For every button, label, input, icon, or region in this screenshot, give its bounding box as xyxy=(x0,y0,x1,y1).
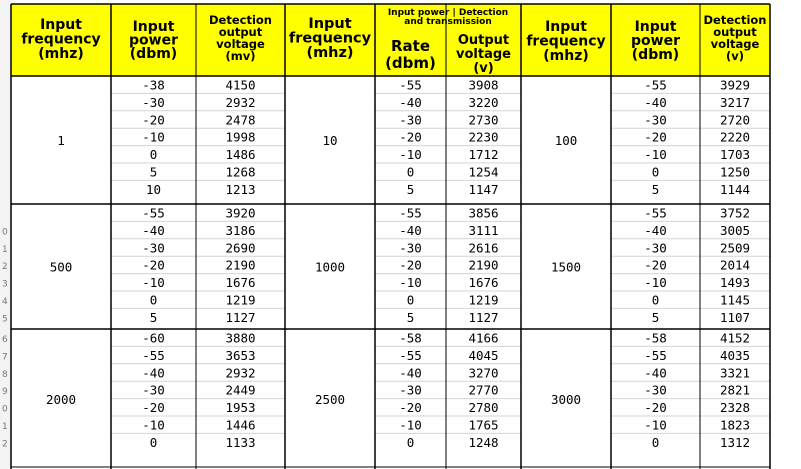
header-output-voltage: (v) xyxy=(473,61,494,76)
input-power-cell: -40 xyxy=(399,365,422,381)
input-power-cell: -55 xyxy=(142,347,165,363)
output-voltage-cell: 1703 xyxy=(719,147,751,163)
input-power-cell: -55 xyxy=(644,205,667,221)
output-voltage-cell: 1998 xyxy=(225,129,256,145)
output-voltage-cell: 2690 xyxy=(225,240,256,256)
input-power-cell: -20 xyxy=(644,129,667,145)
output-voltage-cell: 4150 xyxy=(225,77,256,93)
output-voltage-cell: 1219 xyxy=(468,292,499,308)
input-power-cell: -40 xyxy=(142,222,165,238)
header-output-voltage: Output xyxy=(457,33,510,48)
input-power-cell: -40 xyxy=(399,222,422,238)
output-voltage-cell: 3186 xyxy=(225,222,256,238)
input-power-cell: -10 xyxy=(644,147,667,163)
input-power-cell: -10 xyxy=(399,147,422,163)
input-power-cell: -30 xyxy=(644,240,667,256)
frequency-cell: 10 xyxy=(322,133,338,148)
input-power-cell: -20 xyxy=(142,400,165,416)
input-power-cell: -38 xyxy=(142,77,165,93)
output-voltage-cell: 4035 xyxy=(719,347,751,363)
header-input-power: power xyxy=(631,33,680,49)
output-voltage-cell: 1823 xyxy=(719,417,751,433)
output-voltage-cell: 2932 xyxy=(225,94,256,110)
header-detection-output-voltage: (v) xyxy=(725,49,745,63)
output-voltage-cell: 2478 xyxy=(225,112,256,128)
header-detection-output-voltage: Detection xyxy=(703,13,767,27)
row-number: 0 xyxy=(2,227,8,238)
row-number: 5 xyxy=(2,314,8,325)
row-number: 9 xyxy=(2,387,8,398)
output-voltage-cell: 1250 xyxy=(719,164,751,180)
output-voltage-cell: 2730 xyxy=(468,112,499,128)
header-input-frequency: Input xyxy=(545,19,587,35)
output-voltage-cell: 3005 xyxy=(719,222,751,238)
output-voltage-cell: 3908 xyxy=(468,77,499,93)
input-power-cell: -20 xyxy=(142,257,165,273)
output-voltage-cell: 1446 xyxy=(225,417,256,433)
header-detection-output-voltage: output xyxy=(713,25,757,39)
header-input-frequency: (mhz) xyxy=(306,45,354,61)
output-voltage-cell: 1133 xyxy=(225,434,256,450)
input-power-cell: 0 xyxy=(149,292,158,308)
header-input-power: Input xyxy=(132,19,175,35)
header-rate-dbm: Rate xyxy=(390,37,431,55)
output-voltage-cell: 2821 xyxy=(719,382,751,398)
output-voltage-cell: 1712 xyxy=(468,147,499,163)
output-voltage-cell: 1107 xyxy=(719,309,751,325)
output-voltage-cell: 1145 xyxy=(719,292,751,308)
input-power-cell: -10 xyxy=(142,417,165,433)
output-voltage-cell: 1248 xyxy=(468,434,499,450)
output-voltage-cell: 2616 xyxy=(468,240,499,256)
input-power-cell: 10 xyxy=(145,181,162,197)
output-voltage-cell: 1676 xyxy=(225,275,256,291)
header-input-power: (dbm) xyxy=(129,46,178,62)
row-number: 1 xyxy=(2,422,8,432)
row-number: 4 xyxy=(2,297,8,307)
output-voltage-cell: 2509 xyxy=(719,240,751,256)
input-power-cell: -10 xyxy=(399,275,422,291)
output-voltage-cell: 3856 xyxy=(468,205,499,221)
output-voltage-cell: 1268 xyxy=(225,164,256,180)
input-power-cell: -20 xyxy=(142,112,165,128)
header-detection-output-voltage: output xyxy=(218,25,263,39)
input-power-cell: 0 xyxy=(651,164,660,180)
header-input-frequency: frequency xyxy=(288,30,372,47)
input-power-cell: -55 xyxy=(644,347,667,363)
output-voltage-cell: 3752 xyxy=(719,205,751,221)
output-voltage-cell: 3929 xyxy=(719,77,751,93)
header-input-frequency: (mhz) xyxy=(543,48,589,64)
output-voltage-cell: 2190 xyxy=(468,257,499,273)
output-voltage-cell: 4152 xyxy=(719,330,751,346)
header-input-frequency: Input xyxy=(308,16,352,32)
input-power-cell: -30 xyxy=(142,94,165,110)
input-power-cell: 0 xyxy=(406,164,415,180)
row-number: 0 xyxy=(2,404,8,415)
header-detection-output-voltage: (mv) xyxy=(225,49,256,63)
output-voltage-cell: 3270 xyxy=(468,365,499,381)
input-power-cell: -20 xyxy=(644,257,667,273)
output-voltage-cell: 1953 xyxy=(225,400,256,416)
output-voltage-cell: 2770 xyxy=(468,382,499,398)
input-power-cell: -40 xyxy=(644,94,667,110)
output-voltage-cell: 2328 xyxy=(719,400,751,416)
input-power-cell: -40 xyxy=(644,222,667,238)
row-number: 1 xyxy=(2,244,8,255)
input-power-cell: 5 xyxy=(406,309,415,325)
input-power-cell: -10 xyxy=(399,417,422,433)
input-power-cell: 0 xyxy=(406,434,415,450)
input-power-cell: -30 xyxy=(142,240,165,256)
input-power-cell: -30 xyxy=(644,382,667,398)
output-voltage-cell: 2230 xyxy=(468,129,499,145)
output-voltage-cell: 2220 xyxy=(719,129,751,145)
row-number: 6 xyxy=(2,335,8,345)
header-rate-dbm: (dbm) xyxy=(385,54,436,72)
output-voltage-cell: 1765 xyxy=(468,417,499,433)
input-power-cell: -10 xyxy=(142,275,165,291)
input-power-cell: -20 xyxy=(399,129,422,145)
frequency-cell: 1 xyxy=(57,133,65,148)
input-power-cell: 0 xyxy=(651,434,660,450)
input-power-cell: 0 xyxy=(149,147,158,163)
input-power-cell: 5 xyxy=(651,181,660,197)
output-voltage-cell: 2720 xyxy=(719,112,751,128)
header-input-power-detection: Input power | Detection xyxy=(387,8,509,18)
output-voltage-cell: 2190 xyxy=(225,257,256,273)
frequency-cell: 1000 xyxy=(314,259,346,275)
output-voltage-cell: 2780 xyxy=(468,400,499,416)
header-input-frequency: frequency xyxy=(526,33,606,50)
row-number: 3 xyxy=(2,279,8,290)
output-voltage-cell: 1219 xyxy=(225,292,256,308)
output-voltage-cell: 1127 xyxy=(468,309,499,325)
row-number: 2 xyxy=(2,439,8,450)
header-output-voltage: voltage xyxy=(456,47,511,62)
input-power-cell: -10 xyxy=(142,129,165,145)
header-input-power: (dbm) xyxy=(631,47,680,63)
output-voltage-cell: 1127 xyxy=(225,309,256,325)
input-power-cell: -55 xyxy=(644,77,667,93)
input-power-cell: 0 xyxy=(149,434,158,450)
input-power-cell: -30 xyxy=(142,382,165,398)
input-power-cell: -10 xyxy=(644,417,667,433)
output-voltage-cell: 4166 xyxy=(468,330,499,346)
input-power-cell: -30 xyxy=(399,112,422,128)
input-power-cell: -40 xyxy=(644,365,667,381)
header-detection-output-voltage: voltage xyxy=(710,37,760,51)
input-power-cell: -55 xyxy=(142,205,165,221)
output-voltage-cell: 1493 xyxy=(719,275,751,291)
header-input-frequency: Input xyxy=(40,17,82,33)
output-voltage-cell: 1676 xyxy=(468,275,499,291)
input-power-cell: -20 xyxy=(644,400,667,416)
input-power-cell: 5 xyxy=(651,309,660,325)
output-voltage-cell: 2932 xyxy=(225,365,256,381)
output-voltage-cell: 1213 xyxy=(225,181,256,197)
output-voltage-cell: 3880 xyxy=(225,330,256,346)
frequency-cell: 1500 xyxy=(550,259,582,275)
input-power-cell: 5 xyxy=(149,309,158,325)
input-power-cell: -60 xyxy=(142,330,165,346)
row-number: 7 xyxy=(2,352,8,363)
header-input-power: Input xyxy=(634,19,677,35)
input-power-cell: -55 xyxy=(399,77,422,93)
input-power-cell: -30 xyxy=(644,112,667,128)
input-power-cell: -40 xyxy=(142,365,165,381)
input-power-cell: -20 xyxy=(399,400,422,416)
output-voltage-cell: 2449 xyxy=(225,382,256,398)
output-voltage-cell: 1147 xyxy=(468,181,499,197)
input-power-cell: 0 xyxy=(651,292,660,308)
output-voltage-cell: 3920 xyxy=(225,205,256,221)
output-voltage-cell: 1312 xyxy=(719,434,751,450)
output-voltage-cell: 4045 xyxy=(468,347,499,363)
input-power-cell: -58 xyxy=(644,330,667,346)
input-power-cell: -58 xyxy=(399,330,422,346)
input-power-cell: -40 xyxy=(399,94,422,110)
frequency-cell: 500 xyxy=(49,259,73,275)
header-detection-output-voltage: Detection xyxy=(209,13,272,27)
input-power-cell: -55 xyxy=(399,347,422,363)
header-input-frequency: frequency xyxy=(21,31,101,48)
output-voltage-cell: 1486 xyxy=(225,147,256,163)
input-power-cell: -10 xyxy=(644,275,667,291)
header-input-power: power xyxy=(129,32,178,49)
output-voltage-cell: 3653 xyxy=(225,347,256,363)
frequency-cell: 2000 xyxy=(45,392,77,407)
output-voltage-cell: 3217 xyxy=(719,94,751,110)
header-input-power-detection: and transmission xyxy=(404,17,492,27)
header-detection-output-voltage: voltage xyxy=(216,37,265,51)
input-power-cell: -55 xyxy=(399,205,422,221)
row-number: 2 xyxy=(2,262,8,273)
input-power-cell: -30 xyxy=(399,382,422,398)
output-voltage-cell: 1254 xyxy=(468,164,499,180)
output-voltage-cell: 2014 xyxy=(719,257,751,273)
output-voltage-cell: 3321 xyxy=(719,365,751,381)
input-power-cell: 5 xyxy=(149,164,158,180)
input-power-cell: -20 xyxy=(399,257,422,273)
input-power-cell: 5 xyxy=(406,181,415,197)
frequency-cell: 3000 xyxy=(550,392,582,407)
header-input-frequency: (mhz) xyxy=(38,46,84,62)
frequency-cell: 100 xyxy=(554,133,578,148)
input-power-cell: 0 xyxy=(406,292,415,308)
input-power-cell: -30 xyxy=(399,240,422,256)
output-voltage-cell: 3220 xyxy=(468,94,499,110)
row-number: 8 xyxy=(2,369,8,380)
output-voltage-cell: 1144 xyxy=(719,181,751,197)
output-voltage-cell: 3111 xyxy=(468,222,499,238)
frequency-cell: 2500 xyxy=(314,392,346,407)
